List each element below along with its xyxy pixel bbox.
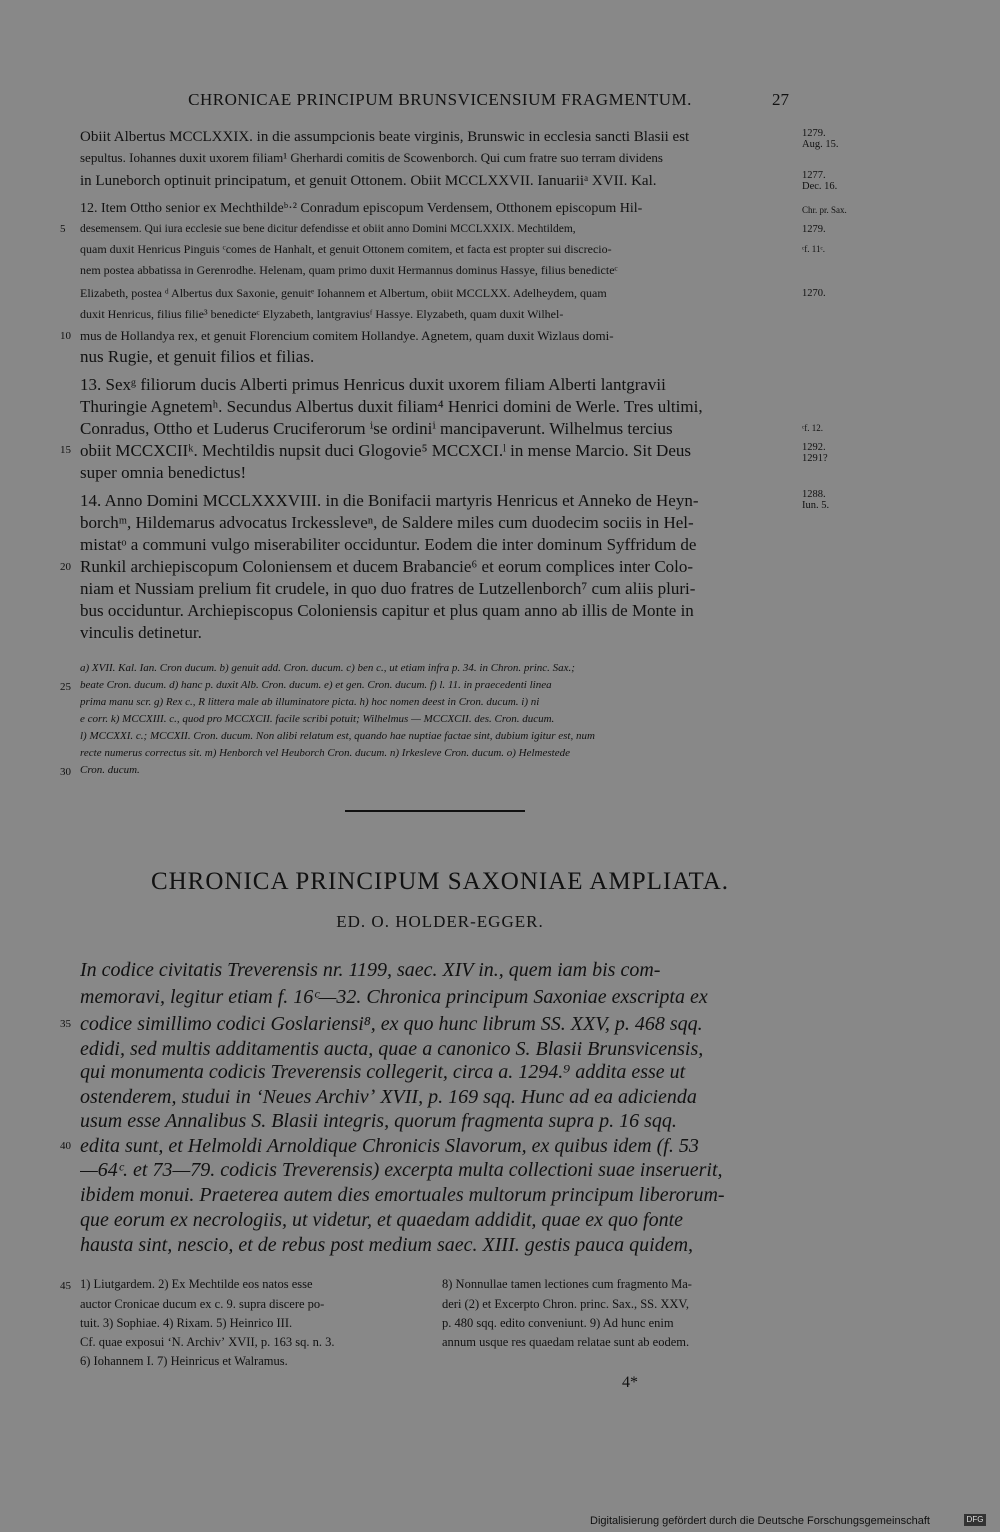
footnote-line: beate Cron. ducum. d) hanc p. duxit Alb. Cron. ducum. e) et gen. Cron. ducum. f) l. 11. in praecedenti linea: [80, 679, 552, 691]
footnote-line: Cron. ducum.: [80, 764, 140, 776]
margin-note: ᶜf. 11ᶜ.: [802, 244, 826, 254]
text-line: bus occiduntur. Archiepiscopus Coloniensis capitur et plus quam anno ab illis de Monte in: [80, 601, 694, 620]
text-line: super omnia benedictus!: [80, 463, 247, 482]
text-line: nem postea abbatissa in Gerenrodhe. Helenam, quam primo duxit Hermannus dominus Hassye, filius benedicteᶜ: [80, 263, 618, 277]
text-line: Runkil archiepiscopum Coloniensem et ducem Brabancie⁶ et eorum complices inter Colo-: [80, 557, 694, 576]
footnote-left-line: tuit. 3) Sophiae. 4) Rixam. 5) Heinrico III.: [80, 1316, 293, 1330]
text-line: 14. Anno Domini MCCLXXXVIII. in die Bonifacii martyris Henricus et Anneko de Heyn-: [80, 491, 699, 510]
text-line: duxit Henricus, filius filie³ benedicteᶜ Elyzabeth, lantgraviusᶠ Hassye. Elyzabeth, quam duxit Wilhel-: [80, 307, 564, 321]
footnote-left-line: 6) Iohannem I. 7) Heinricus et Walramus.: [80, 1354, 288, 1368]
text-line: Elizabeth, postea ᵈ Albertus dux Saxonie, genuitᵉ Iohannem et Albertum, obiit MCCLXX. Adelheydem, quam: [80, 286, 607, 300]
intro-line: usum esse Annalibus S. Blasii integris, quorum fragmenta supra p. 16 sqq.: [80, 1110, 677, 1132]
footnote-right-line: p. 480 sqq. edito conveniunt. 9) Ad hunc enim: [442, 1316, 674, 1330]
running-title: CHRONICAE PRINCIPUM BRUNSVICENSIUM FRAGMENTUM.: [188, 90, 692, 109]
text-line: vinculis detinetur.: [80, 623, 202, 642]
footnote-right-line: deri (2) et Excerpto Chron. princ. Sax., SS. XXV,: [442, 1297, 689, 1311]
margin-note: 1288. Iun. 5.: [802, 489, 830, 511]
text-line: Conradus, Ottho et Luderus Cruciferorum ⁱse ordiniⁱ mancipaverunt. Wilhelmus tercius: [80, 419, 673, 438]
footnote-line: l) MCCXXI. c.; MCCXII. Cron. ducum. Non alibi relatum est, quando hae nuptiae factae sint, dubium igitur est, num: [80, 730, 595, 742]
line-number: 40: [60, 1140, 71, 1152]
text-line: mistatᵒ a communi vulgo miserabiliter occiduntur. Eodem die inter dominum Syffridum de: [80, 535, 697, 554]
intro-line: In codice civitatis Treverensis nr. 1199, saec. XIV in., quem iam bis com-: [80, 959, 661, 981]
intro-line: hausta sint, nescio, et de rebus post medium saec. XIII. gestis pauca quidem,: [80, 1234, 694, 1256]
line-number: 10: [60, 330, 71, 342]
text-line: obiit MCCXCIIᵏ. Mechtildis nupsit duci Glogovie⁵ MCCXCI.ˡ in mense Marcio. Sit Deus: [80, 441, 691, 460]
intro-line: edita sunt, et Helmoldi Arnoldique Chronicis Slavorum, ex quibus idem (f. 53: [80, 1135, 699, 1157]
footnote-line: e corr. k) MCCXIII. c., quod pro MCCXCII. facile scribi potuit; Wilhelmus — MCCXCII. des. Cron. ducum.: [80, 713, 555, 725]
text-line: sepultus. Iohannes duxit uxorem filiam¹ Gherhardi comitis de Scowenborch. Qui cum fratre suo terram dividens: [80, 150, 663, 165]
margin-note: Chr. pr. Sax.: [802, 205, 847, 215]
margin-note: 1292. 1291?: [802, 442, 828, 464]
text-line: nus Rugie, et genuit filios et filias.: [80, 347, 315, 366]
dfg-logo-icon: DFG: [964, 1514, 986, 1526]
line-number: 25: [60, 681, 71, 693]
intro-line: que eorum ex necrologiis, ut videtur, et quaedam addidit, quae ex quo fonte: [80, 1209, 684, 1231]
margin-note: 1279. Aug. 15.: [802, 128, 839, 150]
footnote-left-line: auctor Cronicae ducum ex c. 9. supra discere po-: [80, 1297, 325, 1311]
section-divider: [345, 810, 525, 812]
line-number: 5: [60, 223, 66, 235]
text-line: mus de Hollandya rex, et genuit Florencium comitem Hollandye. Agnetem, quam duxit Wizlaus domi-: [80, 328, 614, 343]
margin-note: 1279.: [802, 224, 826, 235]
line-number: 20: [60, 561, 71, 573]
intro-line: edidi, sed multis additamentis aucta, quae a canonico S. Blasii Brunsvicensis,: [80, 1038, 704, 1060]
section-title: CHRONICA PRINCIPUM SAXONIAE AMPLIATA.: [150, 868, 730, 895]
text-line: in Luneborch optinuit principatum, et genuit Ottonem. Obiit MCCLXXVII. Ianuariiᵃ XVII. Kal.: [80, 173, 657, 189]
intro-line: ostenderem, studui in ʻNeues Archivʼ XVII, p. 169 sqq. Hunc ad ea adicienda: [80, 1086, 697, 1108]
line-number: 35: [60, 1018, 71, 1030]
editor-line: ED. O. HOLDER-EGGER.: [336, 912, 544, 931]
text-line: Obiit Albertus MCCLXXIX. in die assumpcionis beate virginis, Brunswic in ecclesia sancti Blasii est: [80, 129, 690, 145]
text-line: Thuringie Agnetemʰ. Secundus Albertus duxit filiam⁴ Henrici domini de Werle. Tres ultimi,: [80, 397, 703, 416]
footnote-right-line: 8) Nonnullae tamen lectiones cum fragmento Ma-: [442, 1277, 692, 1291]
intro-line: memoravi, legitur etiam f. 16ᶜ—32. Chronica principum Saxoniae exscripta ex: [80, 986, 708, 1008]
footnote-left-line: 1) Liutgardem. 2) Ex Mechtilde eos natos esse: [80, 1277, 313, 1291]
text-line: quam duxit Henricus Pinguis ᶜcomes de Hanhalt, et genuit Ottonem comitem, et facta est propter sui discrecio-: [80, 242, 612, 256]
footnote-line: prima manu scr. g) Rex c., R littera male ab illuminatore picta. h) hoc nomen deest in Cron. ducum. i) ni: [80, 696, 540, 708]
margin-note: ᶜf. 12.: [802, 423, 824, 433]
text-line: niam et Nussiam prelium fit crudele, in quo duo fratres de Lutzellenborch⁷ cum aliis pluri-: [80, 579, 696, 598]
text-line: borchᵐ, Hildemarus advocatus Irckessleveⁿ, de Saldere miles cum duodecim sociis in Hel-: [80, 513, 694, 532]
signature-mark: 4*: [622, 1374, 638, 1391]
margin-note: 1277. Dec. 16.: [802, 170, 838, 192]
footnote-line: recte numerus correctus sit. m) Henborch vel Heuborch Cron. ducum. n) Irkesleve Cron. ducum. o) Helmestede: [80, 747, 570, 759]
intro-line: qui monumenta codicis Treverensis collegerit, circa a. 1294.⁹ addita esse ut: [80, 1061, 686, 1083]
line-number: 30: [60, 766, 71, 778]
footnote-left-line: Cf. quae exposui ʻN. Archivʼ XVII, p. 163 sq. n. 3.: [80, 1335, 335, 1349]
digitization-credit: Digitalisierung gefördert durch die Deutsche Forschungsgemeinschaft: [590, 1515, 930, 1527]
text-line: 13. Sexᵍ filiorum ducis Alberti primus Henricus duxit uxorem filiam Alberti lantgravii: [80, 375, 666, 394]
footnote-line: a) XVII. Kal. Ian. Cron ducum. b) genuit add. Cron. ducum. c) ben c., ut etiam infra p. 34. in Chron. princ. Sax.;: [80, 662, 575, 674]
intro-line: —64ᶜ. et 73—79. codicis Treverensis) excerpta multa collectioni suae inseruerit,: [80, 1159, 723, 1181]
margin-note: 1270.: [802, 288, 826, 299]
intro-line: ibidem monui. Praeterea autem dies emortuales multorum principum liberorum-: [80, 1184, 725, 1206]
line-number: 45: [60, 1280, 71, 1292]
intro-line: codice simillimo codici Goslariensi⁸, ex quo hunc librum SS. XXV, p. 468 sqq.: [80, 1013, 703, 1035]
footnote-right-line: annum usque res quaedam relatae sunt ab eodem.: [442, 1335, 690, 1349]
line-number: 15: [60, 444, 71, 456]
text-line: desemensem. Qui iura ecclesie sue bene dicitur defendisse et obiit anno Domini MCCLXXIX. Mechtildem,: [80, 223, 576, 235]
page-number: 27: [772, 90, 789, 109]
text-line: 12. Item Ottho senior ex Mechthildeᵇ·² Conradum episcopum Verdensem, Otthonem episcopum Hil-: [80, 201, 643, 216]
